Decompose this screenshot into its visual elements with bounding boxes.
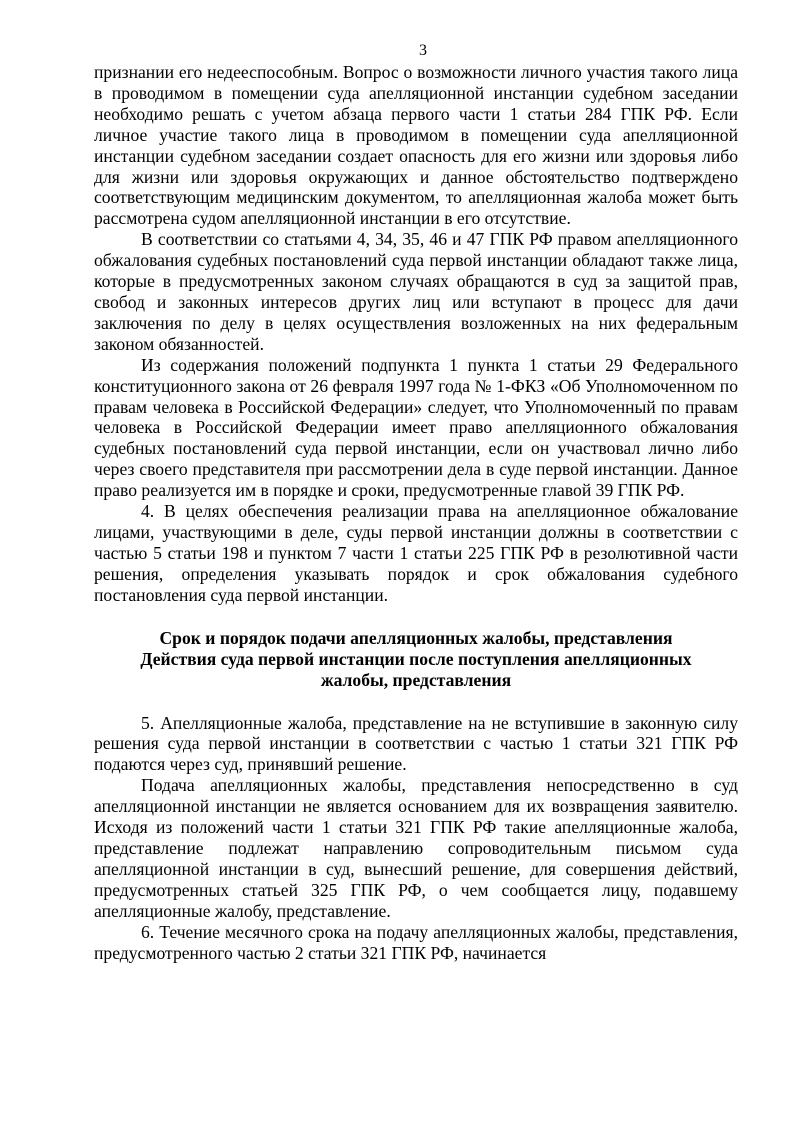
document-page — [94, 40, 738, 963]
paragraph-direct-filing: Подача апелляционных жалобы, представления непосредственно в суд апелляционной инстанции не является основанием для их возвращения заявителю. Исходя из положений части 1 статьи 321 ГПК РФ такие апелляционные жалоба, представление подлежат направлению сопроводительным письмом суда апелляционной инстанции в суд, вынесший решение, для совершения действий, предусмотренных статьей 325 ГПК РФ, о чем сообщается лицу, подавшему апелляционные жалобу, представление. — [94, 775, 738, 921]
paragraph-ombudsman: Из содержания положений подпункта 1 пункта 1 статьи 29 Федерального конституционного закона от 26 февраля 1997 года № 1-ФКЗ «Об Уполномоченном по правам человека в Российской Федерации» следует, что Уполномоченный по правам человека в Российской Федерации имеет право апелляционного обжалования судебных постановлений суда первой инстанции, если он участвовал лично либо через своего представителя при рассмотрении дела в суде первой инстанции. Данное право реализуется им в порядке и сроки, предусмотренные главой 39 ГПК РФ. — [94, 354, 738, 501]
page-number: 3 — [419, 42, 427, 59]
section-heading — [94, 628, 738, 691]
paragraph-continuation: признании его недееспособным. Вопрос о возможности личного участия такого лица в проводимом в помещении суда апелляционной инстанции судебном заседании необходимо решать с учетом абзаца первого части 1 статьи 284 ГПК РФ. Если личное участие такого лица в проводимом в помещении суда апелляционной инстанции судебном заседании создает опасность для его жизни или здоровья либо для жизни или здоровья окружающих и данное обстоятельство подтверждено соответствующим медицинским документом, то апелляционная жалоба может быть рассмотрена судом апелляционной инстанции в его отсутствие. — [94, 62, 738, 229]
paragraph-appeal-rights: В соответствии со статьями 4, 34, 35, 46 и 47 ГПК РФ правом апелляционного обжалования судебных постановлений суда первой инстанции обладают также лица, которые в предусмотренных законом случаях обращаются в суд за защитой прав, свобод и законных интересов других лиц или вступают в процесс для дачи заключения по делу в целях осуществления возложенных на них федеральным законом обязанностей. — [94, 229, 738, 354]
paragraph-item-6: 6. Течение месячного срока на подачу апелляционных жалобы, представления, предусмотренного частью 2 статьи 321 ГПК РФ, начинается — [94, 921, 738, 963]
section-heading-line-2: Действия суда первой инстанции после поступления апелляционных жалобы, представления — [140, 648, 692, 690]
paragraph-item-4: 4. В целях обеспечения реализации права на апелляционное обжалование лицами, участвующими в деле, суды первой инстанции должны в соответствии с частью 5 статьи 198 и пунктом 7 части 1 статьи 225 ГПК РФ в резолютивной части решения, определения указывать порядок и срок обжалования судебного постановления суда первой инстанции. — [94, 501, 738, 605]
section-heading-line-1: Срок и порядок подачи апелляционных жалобы, представления — [159, 627, 673, 648]
paragraph-item-5: 5. Апелляционные жалоба, представление на не вступившие в законную силу решения суда первой инстанции в соответствии с частью 1 статьи 321 ГПК РФ подаются через суд, принявший решение. — [94, 712, 738, 775]
